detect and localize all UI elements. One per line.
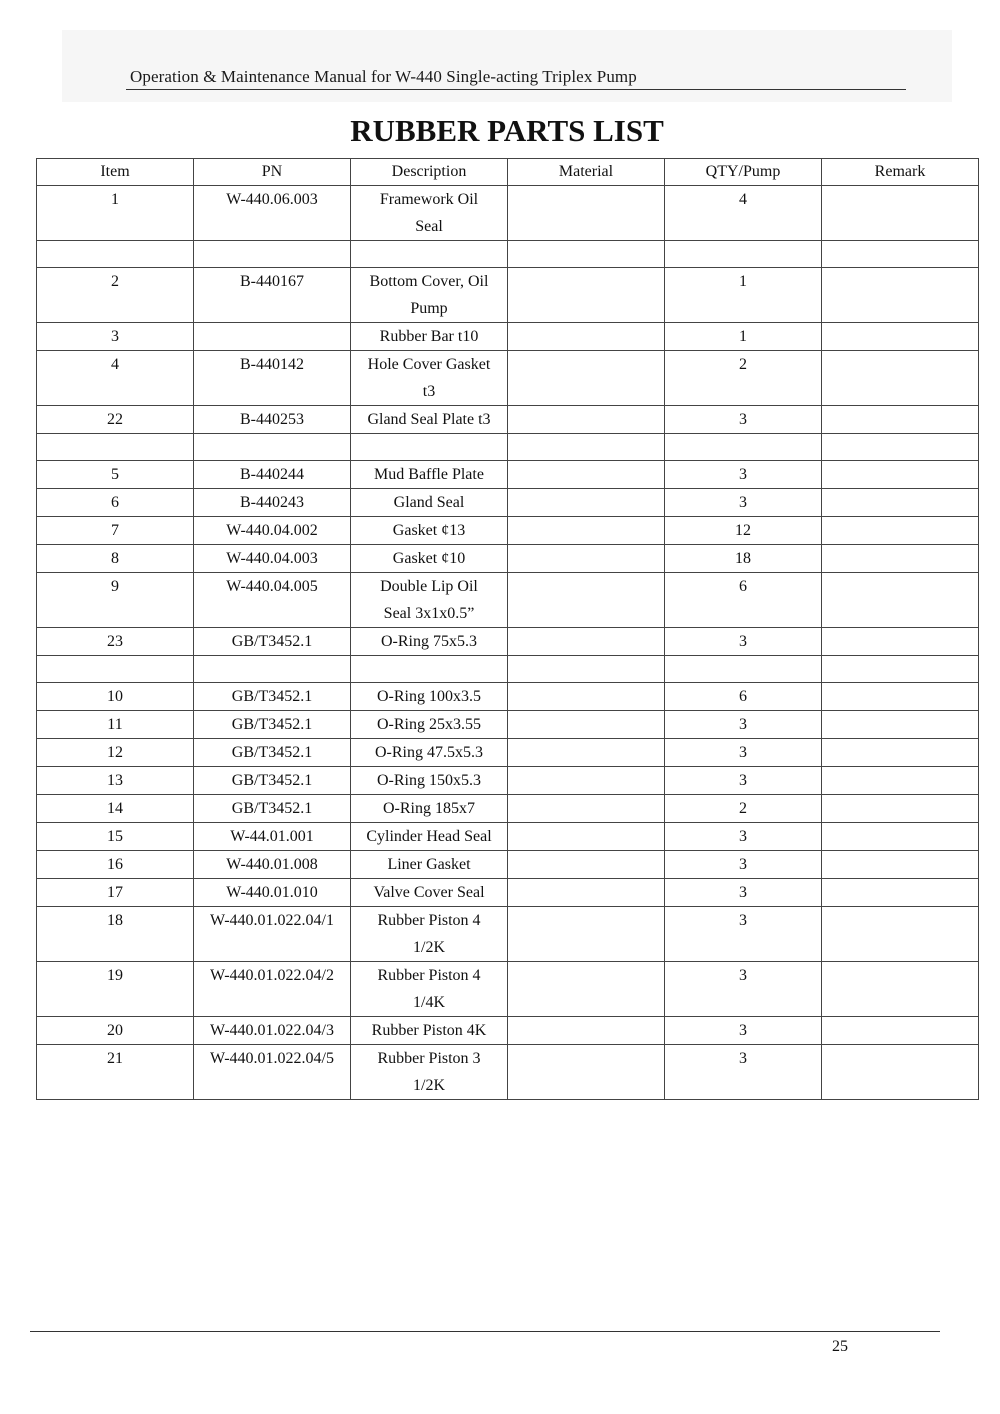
- cell-qty: [665, 656, 822, 683]
- cell-item: 18: [37, 907, 194, 962]
- cell-qty: 3: [665, 489, 822, 517]
- table-row: [37, 268, 979, 323]
- cell-material: [508, 879, 665, 907]
- cell-remark: [822, 879, 979, 907]
- description-line: Bottom Cover, Oil: [369, 273, 489, 290]
- cell-remark: [822, 434, 979, 461]
- table-row: [37, 434, 979, 461]
- table-body: [37, 186, 979, 1100]
- description-line: Seal 3x1x0.5”: [383, 605, 475, 622]
- page-number: 25: [832, 1338, 848, 1355]
- cell-item: 10: [37, 683, 194, 711]
- cell-qty: 3: [665, 739, 822, 767]
- cell-remark: [822, 489, 979, 517]
- cell-item: 2: [37, 268, 194, 323]
- description-line: O-Ring 185x7: [383, 800, 475, 817]
- cell-pn: W-440.04.003: [194, 545, 351, 573]
- cell-pn: B-440243: [194, 489, 351, 517]
- description-line: Rubber Piston 3: [377, 1050, 481, 1067]
- description-line: O-Ring 47.5x5.3: [375, 744, 483, 761]
- description-line: 1/2K: [413, 1077, 445, 1094]
- cell-material: [508, 823, 665, 851]
- cell-item: 13: [37, 767, 194, 795]
- cell-description: [351, 351, 508, 406]
- cell-material: [508, 851, 665, 879]
- cell-description: [351, 656, 508, 683]
- cell-qty: 3: [665, 767, 822, 795]
- table-row: [37, 573, 979, 628]
- cell-qty: 3: [665, 1045, 822, 1100]
- cell-material: [508, 795, 665, 823]
- column-header-description: Description: [351, 159, 508, 186]
- table-row: [37, 186, 979, 241]
- column-header-item: Item: [37, 159, 194, 186]
- cell-material: [508, 351, 665, 406]
- description-line: 1/2K: [413, 939, 445, 956]
- cell-item: 23: [37, 628, 194, 656]
- cell-qty: 3: [665, 823, 822, 851]
- cell-remark: [822, 268, 979, 323]
- cell-description: [351, 739, 508, 767]
- description-line: O-Ring 150x5.3: [377, 772, 481, 789]
- cell-qty: 3: [665, 461, 822, 489]
- cell-remark: [822, 241, 979, 268]
- cell-description: [351, 434, 508, 461]
- cell-pn: W-440.04.005: [194, 573, 351, 628]
- cell-material: [508, 461, 665, 489]
- cell-description: [351, 517, 508, 545]
- cell-pn: [194, 241, 351, 268]
- cell-qty: 4: [665, 186, 822, 241]
- table-row: [37, 628, 979, 656]
- cell-description: [351, 545, 508, 573]
- cell-pn: W-440.04.002: [194, 517, 351, 545]
- table-row: [37, 1017, 979, 1045]
- cell-pn: GB/T3452.1: [194, 711, 351, 739]
- cell-remark: [822, 656, 979, 683]
- cell-pn: W-440.01.010: [194, 879, 351, 907]
- cell-material: [508, 545, 665, 573]
- cell-remark: [822, 767, 979, 795]
- cell-material: [508, 434, 665, 461]
- description-line: Rubber Piston 4: [377, 912, 481, 929]
- column-header-pn: PN: [194, 159, 351, 186]
- cell-remark: [822, 683, 979, 711]
- cell-item: 14: [37, 795, 194, 823]
- description-line: Valve Cover Seal: [373, 884, 485, 901]
- cell-description: [351, 711, 508, 739]
- cell-pn: W-440.01.022.04/2: [194, 962, 351, 1017]
- running-header: Operation & Maintenance Manual for W-440 Single-acting Triplex Pump: [130, 67, 637, 86]
- cell-material: [508, 962, 665, 1017]
- rubber-parts-table: [36, 158, 979, 1100]
- description-line: Hole Cover Gasket: [367, 356, 491, 373]
- cell-pn: W-440.01.022.04/1: [194, 907, 351, 962]
- table-row: [37, 767, 979, 795]
- cell-description: [351, 186, 508, 241]
- description-line: Cylinder Head Seal: [366, 828, 492, 845]
- table-row: [37, 795, 979, 823]
- cell-description: [351, 406, 508, 434]
- table-row: [37, 739, 979, 767]
- cell-description: [351, 767, 508, 795]
- cell-pn: W-440.01.022.04/3: [194, 1017, 351, 1045]
- cell-item: 17: [37, 879, 194, 907]
- cell-pn: [194, 323, 351, 351]
- description-line: Rubber Bar t10: [379, 328, 479, 345]
- cell-pn: W-440.01.022.04/5: [194, 1045, 351, 1100]
- cell-remark: [822, 711, 979, 739]
- cell-qty: 2: [665, 795, 822, 823]
- description-line: 1/4K: [413, 994, 445, 1011]
- cell-qty: 3: [665, 406, 822, 434]
- cell-description: [351, 489, 508, 517]
- column-header-qty: QTY/Pump: [665, 159, 822, 186]
- description-line: O-Ring 100x3.5: [377, 688, 481, 705]
- cell-pn: GB/T3452.1: [194, 767, 351, 795]
- description-line: Seal: [415, 218, 443, 235]
- cell-pn: W-440.06.003: [194, 186, 351, 241]
- table-row: [37, 461, 979, 489]
- cell-remark: [822, 351, 979, 406]
- cell-description: [351, 241, 508, 268]
- cell-material: [508, 1017, 665, 1045]
- cell-material: [508, 323, 665, 351]
- cell-qty: 3: [665, 907, 822, 962]
- cell-item: 12: [37, 739, 194, 767]
- table-row: [37, 656, 979, 683]
- cell-remark: [822, 795, 979, 823]
- table-row: [37, 962, 979, 1017]
- cell-remark: [822, 323, 979, 351]
- cell-description: [351, 268, 508, 323]
- cell-item: 1: [37, 186, 194, 241]
- cell-remark: [822, 1045, 979, 1100]
- cell-description: [351, 573, 508, 628]
- cell-item: 16: [37, 851, 194, 879]
- cell-pn: B-440253: [194, 406, 351, 434]
- cell-remark: [822, 186, 979, 241]
- cell-qty: 3: [665, 962, 822, 1017]
- table-row: [37, 907, 979, 962]
- cell-material: [508, 406, 665, 434]
- table-row: [37, 711, 979, 739]
- cell-qty: 6: [665, 683, 822, 711]
- description-line: Rubber Piston 4: [377, 967, 481, 984]
- description-line: Liner Gasket: [387, 856, 471, 873]
- cell-item: 20: [37, 1017, 194, 1045]
- cell-item: 7: [37, 517, 194, 545]
- cell-item: 6: [37, 489, 194, 517]
- description-line: Gland Seal: [393, 494, 465, 511]
- description-line: Rubber Piston 4K: [371, 1022, 487, 1039]
- table-row: [37, 323, 979, 351]
- description-line: Gland Seal Plate t3: [367, 411, 491, 428]
- cell-item: [37, 656, 194, 683]
- cell-material: [508, 268, 665, 323]
- cell-qty: 3: [665, 879, 822, 907]
- cell-description: [351, 795, 508, 823]
- cell-material: [508, 489, 665, 517]
- cell-material: [508, 573, 665, 628]
- footer-rule: [30, 1331, 940, 1332]
- cell-item: 19: [37, 962, 194, 1017]
- cell-description: [351, 1017, 508, 1045]
- header-band: [62, 30, 952, 102]
- cell-item: 3: [37, 323, 194, 351]
- cell-item: 9: [37, 573, 194, 628]
- cell-item: 22: [37, 406, 194, 434]
- cell-qty: 3: [665, 628, 822, 656]
- description-line: O-Ring 75x5.3: [381, 633, 477, 650]
- cell-qty: [665, 241, 822, 268]
- table-row: [37, 406, 979, 434]
- cell-description: [351, 683, 508, 711]
- table-row: [37, 351, 979, 406]
- cell-item: [37, 241, 194, 268]
- cell-qty: 1: [665, 323, 822, 351]
- cell-item: 5: [37, 461, 194, 489]
- table-header-row: [37, 159, 979, 186]
- table-row: [37, 879, 979, 907]
- table-row: [37, 517, 979, 545]
- table-row: [37, 489, 979, 517]
- cell-remark: [822, 851, 979, 879]
- cell-item: [37, 434, 194, 461]
- cell-qty: 1: [665, 268, 822, 323]
- cell-description: [351, 1045, 508, 1100]
- description-line: Gasket ¢10: [392, 550, 466, 567]
- cell-material: [508, 1045, 665, 1100]
- cell-pn: GB/T3452.1: [194, 628, 351, 656]
- column-header-remark: Remark: [822, 159, 979, 186]
- cell-pn: W-44.01.001: [194, 823, 351, 851]
- description-line: Framework Oil: [379, 191, 479, 208]
- description-line: O-Ring 25x3.55: [377, 716, 481, 733]
- table-row: [37, 241, 979, 268]
- table-row: [37, 1045, 979, 1100]
- cell-item: 4: [37, 351, 194, 406]
- header-rule: [126, 89, 906, 90]
- cell-qty: 12: [665, 517, 822, 545]
- table-row: [37, 823, 979, 851]
- cell-pn: B-440142: [194, 351, 351, 406]
- cell-pn: GB/T3452.1: [194, 739, 351, 767]
- cell-description: [351, 907, 508, 962]
- column-header-material: Material: [508, 159, 665, 186]
- table-row: [37, 545, 979, 573]
- cell-material: [508, 517, 665, 545]
- description-line: t3: [422, 383, 436, 400]
- cell-item: 15: [37, 823, 194, 851]
- cell-description: [351, 823, 508, 851]
- cell-description: [351, 628, 508, 656]
- cell-remark: [822, 1017, 979, 1045]
- cell-remark: [822, 739, 979, 767]
- cell-pn: B-440167: [194, 268, 351, 323]
- cell-qty: 18: [665, 545, 822, 573]
- cell-remark: [822, 545, 979, 573]
- cell-qty: 2: [665, 351, 822, 406]
- cell-material: [508, 241, 665, 268]
- cell-pn: [194, 434, 351, 461]
- cell-description: [351, 461, 508, 489]
- cell-material: [508, 186, 665, 241]
- cell-qty: 3: [665, 1017, 822, 1045]
- cell-material: [508, 628, 665, 656]
- cell-pn: W-440.01.008: [194, 851, 351, 879]
- cell-remark: [822, 406, 979, 434]
- cell-pn: GB/T3452.1: [194, 683, 351, 711]
- cell-pn: [194, 656, 351, 683]
- cell-remark: [822, 461, 979, 489]
- cell-item: 8: [37, 545, 194, 573]
- cell-pn: B-440244: [194, 461, 351, 489]
- table-row: [37, 851, 979, 879]
- cell-qty: 6: [665, 573, 822, 628]
- cell-remark: [822, 907, 979, 962]
- cell-description: [351, 879, 508, 907]
- cell-item: 21: [37, 1045, 194, 1100]
- description-line: Mud Baffle Plate: [374, 466, 484, 483]
- cell-qty: 3: [665, 711, 822, 739]
- cell-material: [508, 711, 665, 739]
- cell-pn: GB/T3452.1: [194, 795, 351, 823]
- cell-qty: 3: [665, 851, 822, 879]
- cell-qty: [665, 434, 822, 461]
- cell-material: [508, 739, 665, 767]
- page-title: RUBBER PARTS LIST: [350, 113, 664, 148]
- cell-description: [351, 962, 508, 1017]
- table-row: [37, 683, 979, 711]
- cell-remark: [822, 628, 979, 656]
- description-line: Pump: [410, 300, 448, 317]
- cell-material: [508, 907, 665, 962]
- cell-description: [351, 851, 508, 879]
- cell-item: 11: [37, 711, 194, 739]
- cell-material: [508, 767, 665, 795]
- cell-material: [508, 656, 665, 683]
- description-line: Double Lip Oil: [380, 578, 478, 595]
- description-line: Gasket ¢13: [392, 522, 466, 539]
- cell-remark: [822, 517, 979, 545]
- cell-remark: [822, 962, 979, 1017]
- cell-remark: [822, 823, 979, 851]
- cell-material: [508, 683, 665, 711]
- cell-description: [351, 323, 508, 351]
- cell-remark: [822, 573, 979, 628]
